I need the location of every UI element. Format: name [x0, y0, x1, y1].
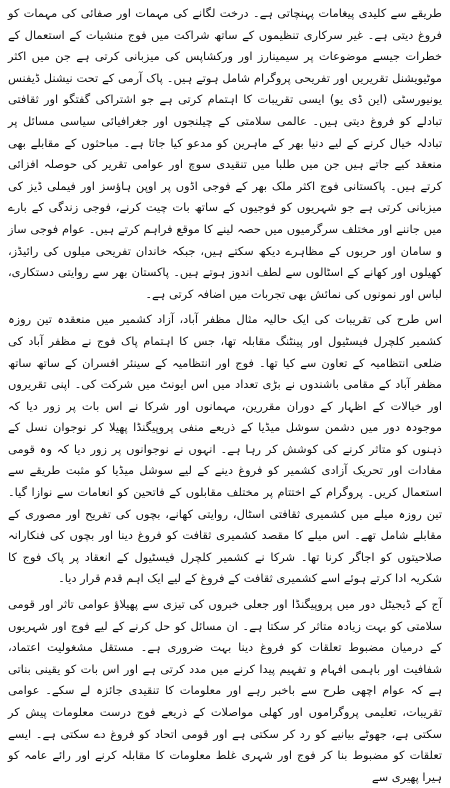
- paragraph-kashmir-festival: اس طرح کی تقریبات کی ایک حالیہ مثال مظفر آباد، آزاد کشمیر میں منعقدہ تین روزہ کشمیر کلچرل فیسٹیول اور پینٹنگ مقابلہ تھا، جس کا اہتمام پاک فوج نے مظفر آباد کی ضلعی انتظامیہ کے تعاون سے کیا تھا۔ فوج اور انتظامیہ کے سینئر افسران کے ساتھ ساتھ مظفر آباد کے مقامی باشندوں نے بڑی تعداد میں اس ایونٹ میں شرکت کی۔ اپنی تقریروں اور خیالات کے اظہار کے دوران مقررین، مہمانوں اور شرکا نے اس بات پر زور دیا کہ موجودہ دور میں دشمن سوشل میڈیا کے ذریعے منفی پروپیگنڈا پھیلا کر نوجوان نسل کے ذہنوں کو متاثر کرنے کی کوشش کر رہا ہے۔ انہوں نے نوجوانوں پر زور دیا کہ وہ قومی مفادات اور تحریک آزادی کشمیر کو فروغ دینے کے لیے سوشل میڈیا کو مثبت طریقے سے استعمال کریں۔ پروگرام کے اختتام پر مختلف مقابلوں کے فاتحین کو انعامات سے نوازا گیا۔ تین روزہ میلے میں کشمیری ثقافتی اسٹال، روایتی کھانے، بچوں کی تفریح اور مصوری کے مقابلے شامل تھے۔ اس میلے کا مقصد کشمیری ثقافت کو فروغ دینا اور بچوں کی فنکارانہ صلاحیتوں کو اجاگر کرنا تھا۔ شرکا نے کشمیر کلچرل فیسٹیول کے انعقاد پر پاک فوج کا شکریہ ادا کرتے ہوئے اسے کشمیری ثقافت کے فروغ کے لیے ایک اہم قدم قرار دیا۔: [8, 312, 442, 586]
- paragraph-digital-age: آج کے ڈیجیٹل دور میں پروپیگنڈا اور جعلی خبروں کی تیزی سے پھیلاؤ عوامی تاثر اور قومی سلامتی کو بہت زیادہ متاثر کر سکتا ہے۔ ان مسائل کو حل کرنے کے لیے فوج اور شہریوں کے درمیان مضبوط تعلقات کو فروغ دینا بہت ضروری ہے۔ مستقل مشغولیت اعتماد، شفافیت اور باہمی افہام و تفہیم پیدا کرنے میں مدد کرتی ہے اور اس بات کو یقینی بناتی ہے کہ عوام اچھی طرح سے باخبر رہے اور معلومات کا تنقیدی جائزہ لے سکے۔ عوامی تقریبات، تعلیمی پروگراموں اور کھلی مواصلات کے ذریعے فوج درست معلومات پیش کر سکتی ہے، جھوٹے بیانیے کو رد کر سکتی ہے اور قومی اتحاد کو فروغ دے سکتی ہے۔ ایسے تعلقات کو مضبوط بنا کر فوج اور شہری غلط معلومات کا مقابلہ کرنے اور رائے عامہ کو ہیرا پھیری سے: [8, 597, 442, 784]
- paragraph-public-engagement: طریقے سے کلیدی پیغامات پہنچاتی ہے۔ درخت لگانے کی مہمات اور صفائی کی مہمات کو فروغ دیتی ہے۔ غیر سرکاری تنظیموں کے ساتھ شراکت میں فوج منشیات کے استعمال کے خطرات جیسے موضوعات پر سیمینارز اور ورکشاپس کی میزبانی کرتی ہے جن میں اکثر موٹیویشنل تقریریں اور تفریحی پروگرام شامل ہوتے ہیں۔ پاک آرمی کے تحت نیشنل ڈیفنس یونیورسٹی (این ڈی یو) ایسی تقریبات کا اہتمام کرتی ہے جو اشتراکی گفتگو اور ثقافتی تبادلے کو فروغ دیتی ہیں۔ عالمی سلامتی کے چیلنجوں اور جغرافیائی سیاسی مسائل پر تبادلہ خیال کرنے کے لیے دنیا بھر کے ماہرین کو مدعو کیا جاتا ہے۔ مباحثوں کے مقابلے بھی منعقد کیے جاتے ہیں جن میں طلبا میں تنقیدی سوچ اور عوامی تقریر کی حوصلہ افزائی کرتے ہیں۔ پاکستانی فوج اکثر ملک بھر کے فوجی اڈوں پر اوپن ہاؤسز اور فیملی ڈیز کی میزبانی کرتی ہے جو شہریوں کو فوجیوں کے ساتھ بات چیت کرنے، فوجی زندگی کے بارے میں جاننے اور مختلف سرگرمیوں میں حصہ لینے کا موقع فراہم کرتے ہیں۔ عوام فوجی ساز و سامان اور حربوں کے مظاہرے دیکھ سکتے ہیں، جبکہ خاندان تفریحی میلوں کی رائیڈز، کھیلوں اور کھانے کے اسٹالوں سے لطف اندوز ہوتے ہیں۔ پاکستان بھر سے روایتی دستکاری، لباس اور نمونوں کی نمائش بھی تجربات میں اضافہ کرتی ہے۔: [8, 6, 442, 301]
